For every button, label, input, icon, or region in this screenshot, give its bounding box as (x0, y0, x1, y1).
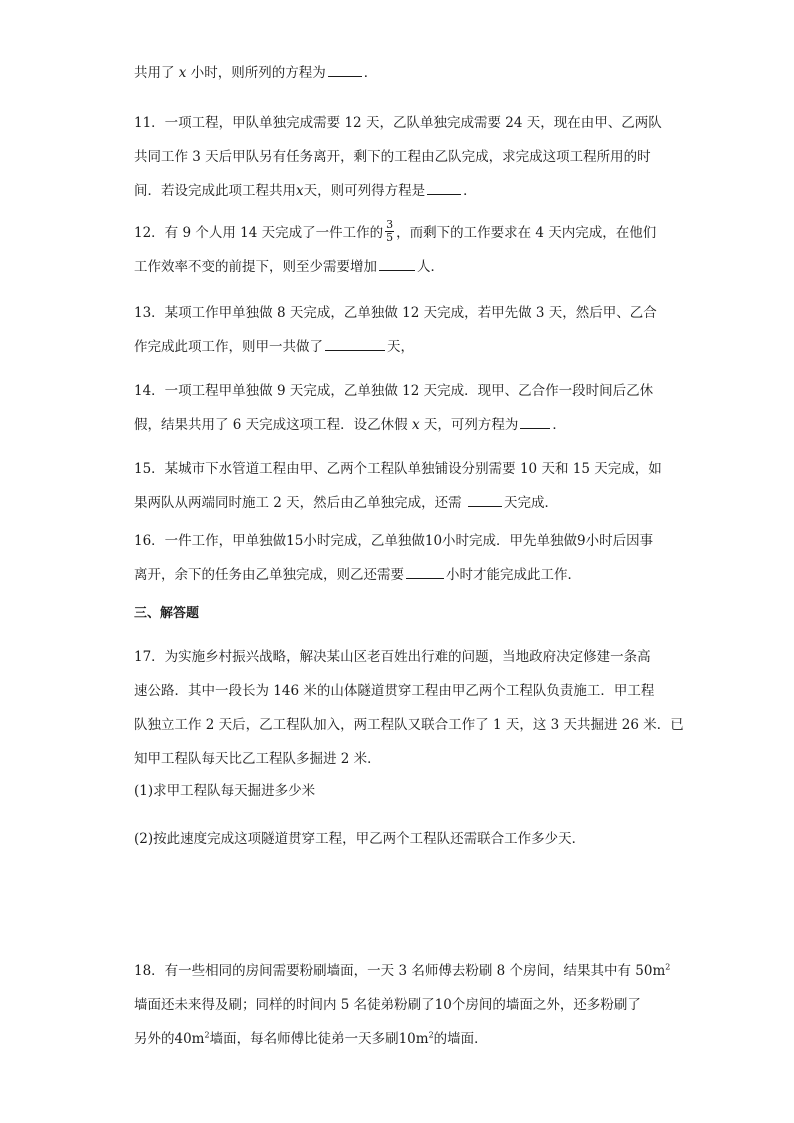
q13-line-2 (134, 330, 674, 364)
question-14 (134, 374, 674, 442)
q16-line2-post: 小时才能完成此工作． (446, 567, 581, 583)
q13-answer-blank[interactable] (325, 336, 385, 351)
q18-line-2: 墙面还未来得及刷；同样的时间内 5 名徒弟粉刷了10个房间的墙面之外，还多粉刷了 (134, 997, 641, 1013)
q10-text-post: 小时，则所列的方程为 (190, 65, 326, 81)
question-11 (134, 106, 674, 208)
q16-answer-blank[interactable] (406, 564, 444, 579)
q15-line2-pre: 果两队从两端同时施工 2 天，然后由乙单独完成，还需 (134, 495, 466, 511)
q10-line-1 (134, 56, 674, 90)
question-13 (134, 296, 674, 364)
q17-line-1: 17．为实施乡村振兴战略，解决某山区老百姓出行难的问题，当地政府决定修建一条高 (134, 649, 651, 665)
q10-answer-blank[interactable] (328, 62, 362, 77)
q11-line-1: 11．一项工程，甲队单独完成需要 12 天，乙队单独完成需要 24 天，现在由甲、乙两队 (134, 115, 662, 131)
q18-line-1 (134, 954, 674, 988)
q14-line2-mid: 天，可列方程为 (423, 417, 519, 433)
q18-line1-text: 18．有一些相同的房间需要粉刷墙面，一天 3 名师傅去粉刷 8 个房间，结果其中有 50m (134, 963, 666, 979)
q12-fraction-denominator: 5 (386, 231, 394, 244)
q14-end: ． (552, 417, 566, 433)
question-17 (134, 640, 684, 776)
q14-line-1: 14．一项工程甲单独做 9 天完成，乙单独做 12 天完成．现甲、乙合作一段时间后乙休 (134, 383, 654, 399)
q17-line-3: 队独立工作 2 天后，乙工程队加入，两工程队又联合工作了 1 天，这 3 天共掘进 26 米．已 (134, 717, 684, 733)
q16-line-1: 16．一件工作，甲单独做15小时完成，乙单独做10小时完成．甲先单独做9小时后因事 (134, 533, 654, 549)
q15-line-1: 15．某城市下水管道工程由甲、乙两个工程队单独铺设分别需要 10 天和 15 天完成，如 (134, 461, 662, 477)
q11-end: ． (463, 183, 477, 199)
q18-line3-superscript-1: 2 (204, 1030, 210, 1040)
question-18 (134, 954, 674, 1056)
question-16 (134, 524, 674, 592)
question-15 (134, 452, 674, 520)
q11-text-post: 天，则可列得方程是 (303, 183, 426, 199)
q12-line-1 (134, 216, 674, 250)
q16-line-2 (134, 558, 674, 592)
q15-line2-post: 天完成． (503, 495, 558, 511)
q16-line2-pre: 离开，余下的任务由乙单独完成，则乙还需要 (134, 567, 404, 583)
q17-line-2: 速公路．其中一段长为 146 米的山体隧道贯穿工程由甲乙两个工程队负责施工．甲工程 (134, 683, 655, 699)
q11-text-pre: 间．若设完成此项工程共用 (134, 183, 296, 199)
q13-line2-pre: 作完成此项工作，则甲一共做了 (134, 339, 323, 355)
q18-line3-post: 的墙面． (433, 1031, 488, 1047)
section-heading-answer-questions: 三、解答题 (134, 606, 200, 621)
question-10-tail (134, 56, 674, 90)
q18-line3-superscript-2: 2 (428, 1030, 434, 1040)
q14-variable: x (411, 417, 420, 433)
q12-line2-pre: 工作效率不变的前提下，则至少需要增加 (134, 259, 377, 275)
q13-line-1: 13．某项工作甲单独做 8 天完成，乙单独做 12 天完成，若甲先做 3 天，然后甲、乙合 (134, 305, 657, 321)
q10-variable: x (178, 65, 187, 81)
q14-line-2 (134, 408, 674, 442)
q11-line-3 (134, 174, 674, 208)
q12-text-post: ，而剩下的工作要求在 4 天内完成，在他们 (396, 225, 657, 241)
q14-answer-blank[interactable] (520, 414, 550, 429)
q18-line-3 (134, 1022, 674, 1056)
q17-sub2-text: (2)按此速度完成这项隧道贯穿工程，甲乙两个工程队还需联合工作多少天． (134, 831, 586, 847)
q17-subquestion-1 (134, 774, 674, 808)
q10-end: ． (363, 65, 378, 81)
q10-text-pre: 共用了 (134, 65, 175, 81)
q12-fraction (385, 219, 394, 244)
q15-line-2 (134, 486, 674, 520)
q12-line2-post: 人． (417, 259, 444, 275)
q12-line-2 (134, 250, 674, 284)
q15-answer-blank[interactable] (468, 492, 502, 507)
q13-line2-post: 天， (387, 339, 414, 355)
q17-line-4: 知甲工程队每天比乙工程队多掘进 2 米． (134, 751, 381, 767)
q18-line3-mid: 墙面，每名师傅比徒弟一天多刷10m (209, 1031, 429, 1047)
q17-sub1-text: (1)求甲工程队每天掘进多少米 (134, 783, 316, 799)
q17-subquestion-2 (134, 822, 674, 856)
q11-line-2: 共同工作 3 天后甲队另有任务离开，剩下的工程由乙队完成，求完成这项工程所用的时 (134, 149, 651, 165)
q11-answer-blank[interactable] (427, 180, 461, 195)
q12-text-pre: 12．有 9 个人用 14 天完成了一件工作的 (134, 225, 384, 241)
q11-variable: x (296, 183, 304, 199)
question-12 (134, 216, 674, 284)
q18-line3-pre: 另外的40m (134, 1031, 205, 1047)
q12-fraction-numerator: 3 (386, 218, 394, 231)
q12-answer-blank[interactable] (379, 256, 415, 271)
q18-line1-superscript: 2 (665, 962, 671, 972)
q14-line2-pre: 假，结果共用了 6 天完成这项工程．设乙休假 (134, 417, 408, 433)
